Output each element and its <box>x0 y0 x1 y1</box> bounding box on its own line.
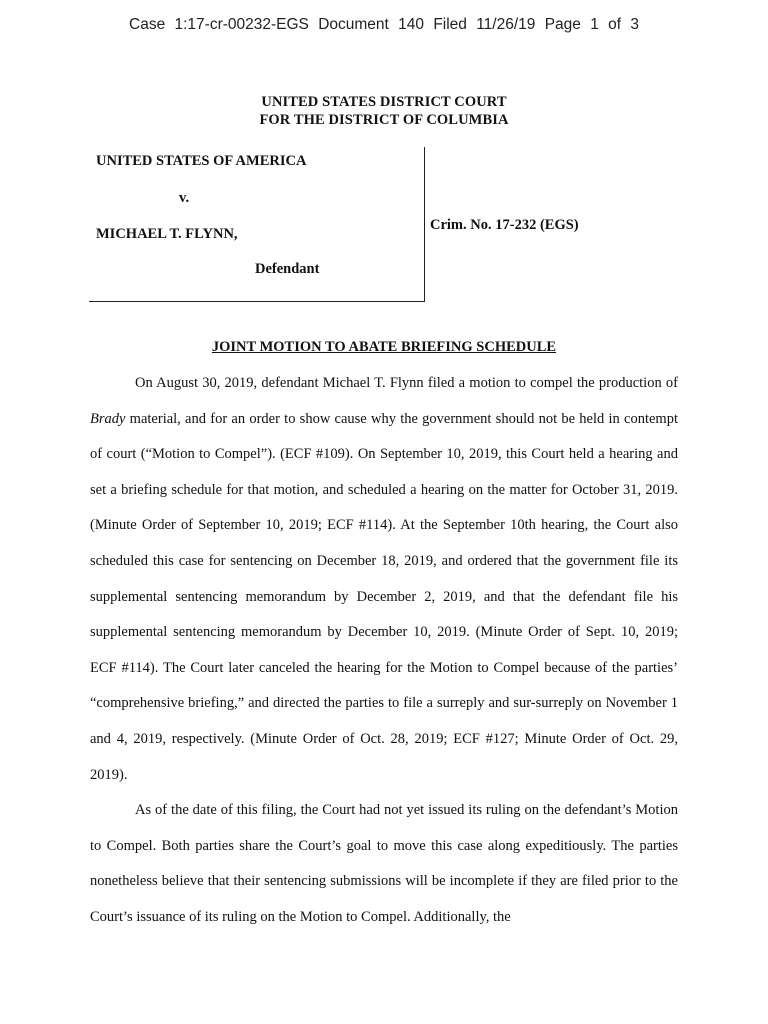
court-name: UNITED STATES DISTRICT COURT <box>261 94 507 110</box>
ecf-case-header: Case 1:17-cr-00232-EGS Document 140 Filed 11/26/19 Page 1 of 3 <box>129 16 639 33</box>
body-paragraph-2: As of the date of this filing, the Court had not yet issued its ruling on the defendant’s Motion to Compel. Both parties share the Court’s goal to move this case along expeditiously. The parties nonetheless believe that their sentencing submissions will be incomplete if they are filed prior to the Court’s issuance of its ruling on the Motion to Compel. Additionally, the <box>90 802 678 925</box>
caption-versus: v. <box>179 190 190 206</box>
body-paragraph-1 <box>90 366 678 793</box>
motion-title: JOINT MOTION TO ABATE BRIEFING SCHEDULE <box>211 339 557 355</box>
caption-defendant-role: Defendant <box>255 261 320 277</box>
paragraph-1-text-rest: material, and for an order to show cause why the government should not be held in contempt of court (“Motion to Compel”). (ECF #109). On September 10, 2019, this Court held a hearing and set a briefing schedule for that motion, and scheduled a hearing on the matter for October 31, 2019. (Minute Order of September 10, 2019; ECF #114). At the September 10th hearing, the Court also scheduled this case for sentencing on December 18, 2019, and ordered that the government file its supplemental sentencing memorandum by December 2, 2019, and that the defendant file his supplemental sentencing memorandum by December 10, 2019. (Minute Order of Sept. 10, 2019; ECF #114). The Court later canceled the hearing for the Motion to Compel because of the parties’ “comprehensive briefing,” and directed the parties to file a surreply and sur-surreply on November 1 and 4, 2019, respectively. (Minute Order of Oct. 28, 2019; ECF #127; Minute Order of Oct. 29, 2019). <box>90 410 678 783</box>
court-district: FOR THE DISTRICT OF COLUMBIA <box>259 112 509 128</box>
caption-divider-vertical <box>424 147 425 302</box>
caption-case-number: Crim. No. 17-232 (EGS) <box>430 217 579 233</box>
caption-defendant-name: MICHAEL T. FLYNN, <box>96 226 238 242</box>
caption-divider-horizontal <box>89 301 425 302</box>
document-body <box>90 366 678 936</box>
paragraph-1-text-start: On August 30, 2019, defendant Michael T. Flynn filed a motion to compel the production of <box>135 375 678 391</box>
brady-italic: Brady <box>90 410 126 427</box>
caption-plaintiff: UNITED STATES OF AMERICA <box>96 153 307 169</box>
